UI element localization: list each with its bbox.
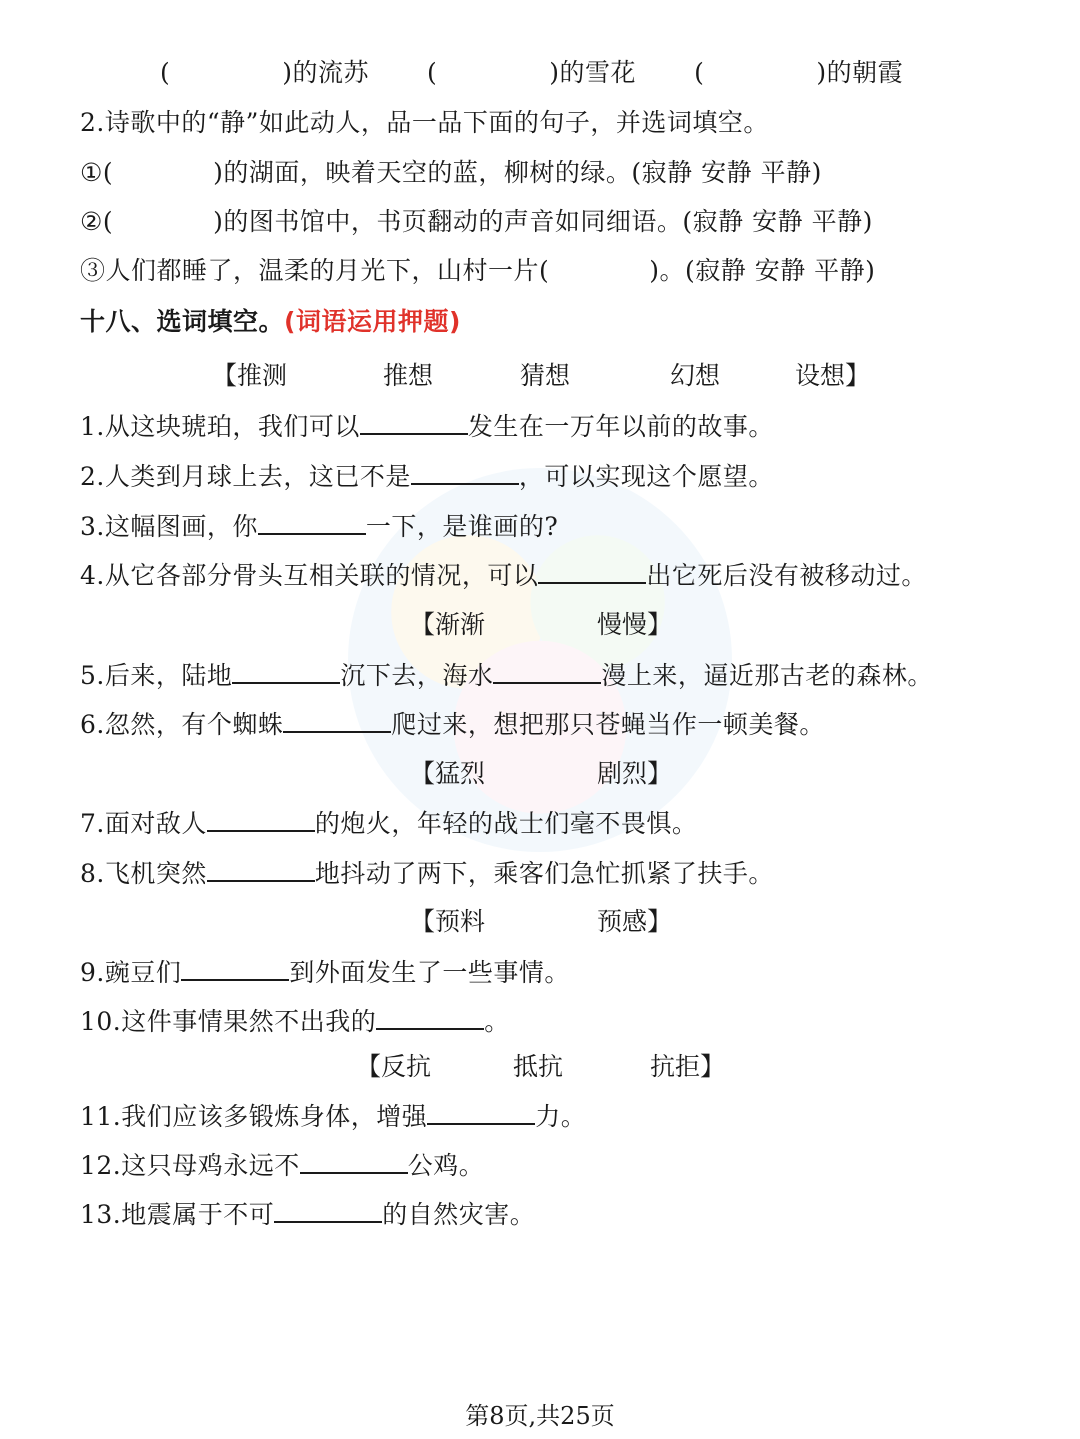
item-text: 沉下去，海水 — [340, 661, 494, 690]
word-bank-3 — [0, 757, 1080, 791]
item-text: 12.这只母鸡永远不 — [80, 1151, 300, 1180]
item-text: 4.从它各部分骨头互相关联的情况，可以 — [80, 561, 539, 590]
q2-sentence-2 — [80, 205, 873, 239]
q2-s1-prefix: ①( — [80, 158, 114, 187]
top-row — [160, 56, 903, 90]
item-3 — [80, 509, 558, 544]
item-7 — [80, 806, 697, 841]
word-bank-item: 预感】 — [597, 907, 673, 936]
item-text: 力。 — [535, 1102, 587, 1131]
paren-open: ( — [694, 58, 705, 87]
q2-prompt: 2.诗歌中的“静”如此动人，品一品下面的句子，并选词填空。 — [80, 108, 769, 137]
q2-sentence-3 — [80, 254, 875, 288]
word-bank-item: 剧烈】 — [597, 759, 673, 788]
answer-blank[interactable] — [232, 658, 340, 684]
answer-blank[interactable] — [181, 955, 289, 981]
item-2 — [80, 459, 774, 494]
word-bank-item: 幻想 — [670, 361, 721, 390]
item-text: 11.我们应该多锻炼身体，增强 — [80, 1102, 428, 1131]
item-10 — [80, 1004, 510, 1039]
word-bank-5 — [0, 1050, 1080, 1084]
word-bank-item: 慢慢】 — [597, 610, 673, 639]
answer-blank[interactable] — [274, 1197, 382, 1223]
word-bank-item: 【渐渐 — [410, 610, 486, 639]
word-bank-item: 【预料 — [410, 907, 486, 936]
item-text: 8.飞机突然 — [80, 859, 207, 888]
answer-blank[interactable] — [207, 806, 315, 832]
item-11 — [80, 1099, 586, 1134]
item-text: 6.忽然，有个蜘蛛 — [80, 710, 284, 739]
item-12 — [80, 1148, 484, 1183]
item-text: 的炮火，年轻的战士们毫不畏惧。 — [314, 809, 698, 838]
item-text: 到外面发生了一些事情。 — [289, 958, 570, 987]
answer-blank[interactable] — [411, 459, 519, 485]
word-bank-item: 【推测 — [212, 361, 288, 390]
answer-blank[interactable] — [283, 707, 391, 733]
blank-label-xuehua: )的雪花 — [549, 58, 637, 87]
item-text: 发生在一万年以前的故事。 — [467, 412, 774, 441]
page-number-footer: 第8页,共25页 — [465, 1402, 615, 1430]
q2-s1-suffix: )的湖面，映着天空的蓝，柳树的绿。(寂静 安静 平静) — [213, 158, 822, 187]
word-bank-item: 【反抗 — [356, 1052, 432, 1081]
item-text: 1.从这块琥珀，我们可以 — [80, 412, 360, 441]
item-5 — [80, 658, 933, 693]
blank-label-zhaoxia: )的朝霞 — [816, 58, 904, 87]
item-text: 5.后来，陆地 — [80, 661, 233, 690]
section-title: 十八、选词填空。 — [80, 307, 285, 336]
item-text: 3.这幅图画，你 — [80, 512, 258, 541]
item-text: 地抖动了两下，乘客们急忙抓紧了扶手。 — [314, 859, 774, 888]
answer-blank[interactable] — [207, 856, 315, 882]
section-18-heading — [80, 305, 461, 339]
answer-blank[interactable] — [300, 1148, 408, 1174]
item-4 — [80, 558, 927, 593]
blank-label-liusu: )的流苏 — [282, 58, 370, 87]
q2-s3-prefix: ③人们都睡了，温柔的月光下，山村一片( — [80, 256, 550, 285]
item-text: 。 — [484, 1007, 510, 1036]
answer-blank[interactable] — [376, 1004, 484, 1030]
item-text: 9.豌豆们 — [80, 958, 182, 987]
word-bank-item: 猜想 — [520, 361, 571, 390]
answer-blank[interactable] — [258, 509, 366, 535]
q2-s2-prefix: ②( — [80, 207, 114, 236]
item-text: 的自然灾害。 — [382, 1200, 536, 1229]
item-text: 出它死后没有被移动过。 — [646, 561, 927, 590]
word-bank-1 — [0, 359, 1080, 393]
answer-blank[interactable] — [427, 1099, 535, 1125]
item-text: ，可以实现这个愿望。 — [518, 462, 774, 491]
word-bank-item: 设想】 — [795, 361, 871, 390]
q2-s3-suffix: )。(寂静 安静 平静) — [649, 256, 876, 285]
paren-open: ( — [160, 58, 171, 87]
item-6 — [80, 707, 825, 742]
item-8 — [80, 856, 774, 891]
word-bank-4 — [0, 905, 1080, 939]
item-text: 一下，是谁画的? — [365, 512, 559, 541]
item-text: 爬过来，想把那只苍蝇当作一顿美餐。 — [391, 710, 825, 739]
word-bank-item: 抵抗 — [513, 1052, 564, 1081]
item-9 — [80, 955, 570, 990]
word-bank-2 — [0, 608, 1080, 642]
item-text: 7.面对敌人 — [80, 809, 207, 838]
item-text: 2.人类到月球上去，这已不是 — [80, 462, 411, 491]
paren-open: ( — [427, 58, 438, 87]
word-bank-item: 【猛烈 — [410, 759, 486, 788]
item-text: 10.这件事情果然不出我的 — [80, 1007, 377, 1036]
item-1 — [80, 409, 774, 444]
word-bank-item: 推想 — [383, 361, 434, 390]
section-note: (词语运用押题) — [284, 307, 461, 336]
answer-blank[interactable] — [493, 658, 601, 684]
answer-blank[interactable] — [538, 558, 646, 584]
item-text: 漫上来，逼近那古老的森林。 — [601, 661, 933, 690]
answer-blank[interactable] — [360, 409, 468, 435]
item-text: 公鸡。 — [407, 1151, 485, 1180]
item-text: 13.地震属于不可 — [80, 1200, 275, 1229]
q2-sentence-1 — [80, 156, 822, 190]
item-13 — [80, 1197, 535, 1232]
word-bank-item: 抗拒】 — [650, 1052, 726, 1081]
q2-s2-suffix: )的图书馆中，书页翻动的声音如同细语。(寂静 安静 平静) — [213, 207, 873, 236]
